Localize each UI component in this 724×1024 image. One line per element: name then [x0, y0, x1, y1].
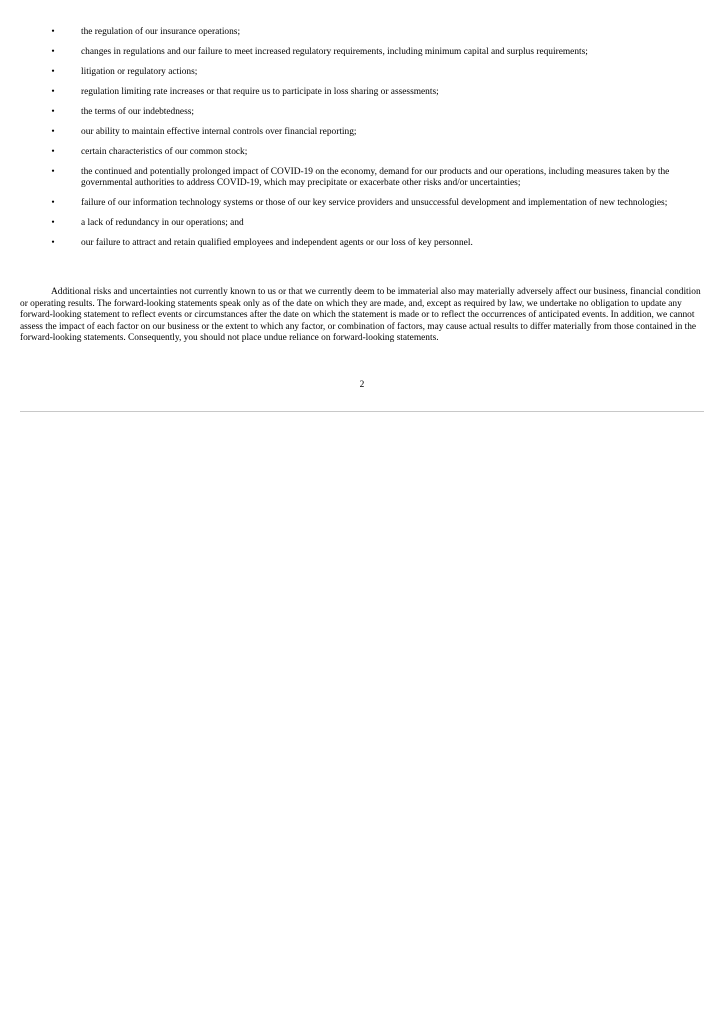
- page-number: 2: [359, 380, 365, 390]
- list-item: [0, 167, 724, 190]
- list-item: [0, 27, 724, 39]
- list-item: [0, 107, 724, 119]
- risk-factor-list: [0, 27, 724, 258]
- bullet-icon: •: [51, 46, 55, 57]
- list-item: [0, 87, 724, 99]
- bullet-icon: •: [51, 86, 55, 97]
- bullet-icon: •: [51, 106, 55, 117]
- list-item: [0, 147, 724, 159]
- bullet-icon: •: [51, 126, 55, 137]
- risk-factor-text: the terms of our indebtedness;: [81, 106, 194, 117]
- bullet-icon: •: [51, 166, 55, 177]
- risk-factor-text: changes in regulations and our failure to meet increased regulatory requirements, including minimum capital and surplus requirements;: [81, 46, 588, 57]
- bullet-icon: •: [51, 66, 55, 77]
- risk-factor-text: failure of our information technology systems or those of our key service providers and unsuccessful development and implementation of new technologies;: [81, 198, 668, 209]
- risk-factor-text: litigation or regulatory actions;: [81, 66, 198, 77]
- bullet-icon: •: [51, 218, 55, 229]
- closing-paragraph: Additional risks and uncertainties not currently known to us or that we currently deem to be immaterial also may materially adversely affect our business, financial condition or operating results. The forward-looking statements speak only as of the date on which they are made, and, except as required by law, we undertake no obligation to update any forward-looking statement to reflect events or circumstances after the date on which the statement is made or to reflect the occurrences of anticipated events. In addition, we cannot assess the impact of each factor on our business or the extent to which any factor, or combination of factors, may cause actual results to differ materially from those contained in the forward-looking statements. Consequently, you should not place undue reliance on forward-looking statements.: [20, 287, 701, 344]
- bullet-icon: •: [51, 238, 55, 249]
- list-item: [0, 238, 724, 250]
- bullet-icon: •: [51, 27, 55, 37]
- bullet-icon: •: [51, 146, 55, 157]
- risk-factor-text: certain characteristics of our common stock;: [81, 146, 248, 157]
- risk-factor-text: a lack of redundancy in our operations; and: [81, 218, 244, 229]
- risk-factor-text: our failure to attract and retain qualified employees and independent agents or our loss of key personnel.: [81, 238, 473, 249]
- list-item: [0, 67, 724, 79]
- risk-factor-text: the continued and potentially prolonged impact of COVID-19 on the economy, demand for our products and our operations, including measures taken by the governmental authorities to address COVID-19, which may precipitate or exacerbate other risks and/or uncertainties;: [81, 166, 670, 189]
- bullet-icon: •: [51, 198, 55, 209]
- risk-factor-text: our ability to maintain effective internal controls over financial reporting;: [81, 126, 357, 137]
- page-divider: [20, 411, 704, 412]
- list-item: [0, 198, 724, 210]
- list-item: [0, 218, 724, 230]
- risk-factor-text: regulation limiting rate increases or that require us to participate in loss sharing or assessments;: [81, 86, 439, 97]
- list-item: [0, 127, 724, 139]
- risk-factor-text: the regulation of our insurance operations;: [81, 27, 241, 37]
- list-item: [0, 47, 724, 59]
